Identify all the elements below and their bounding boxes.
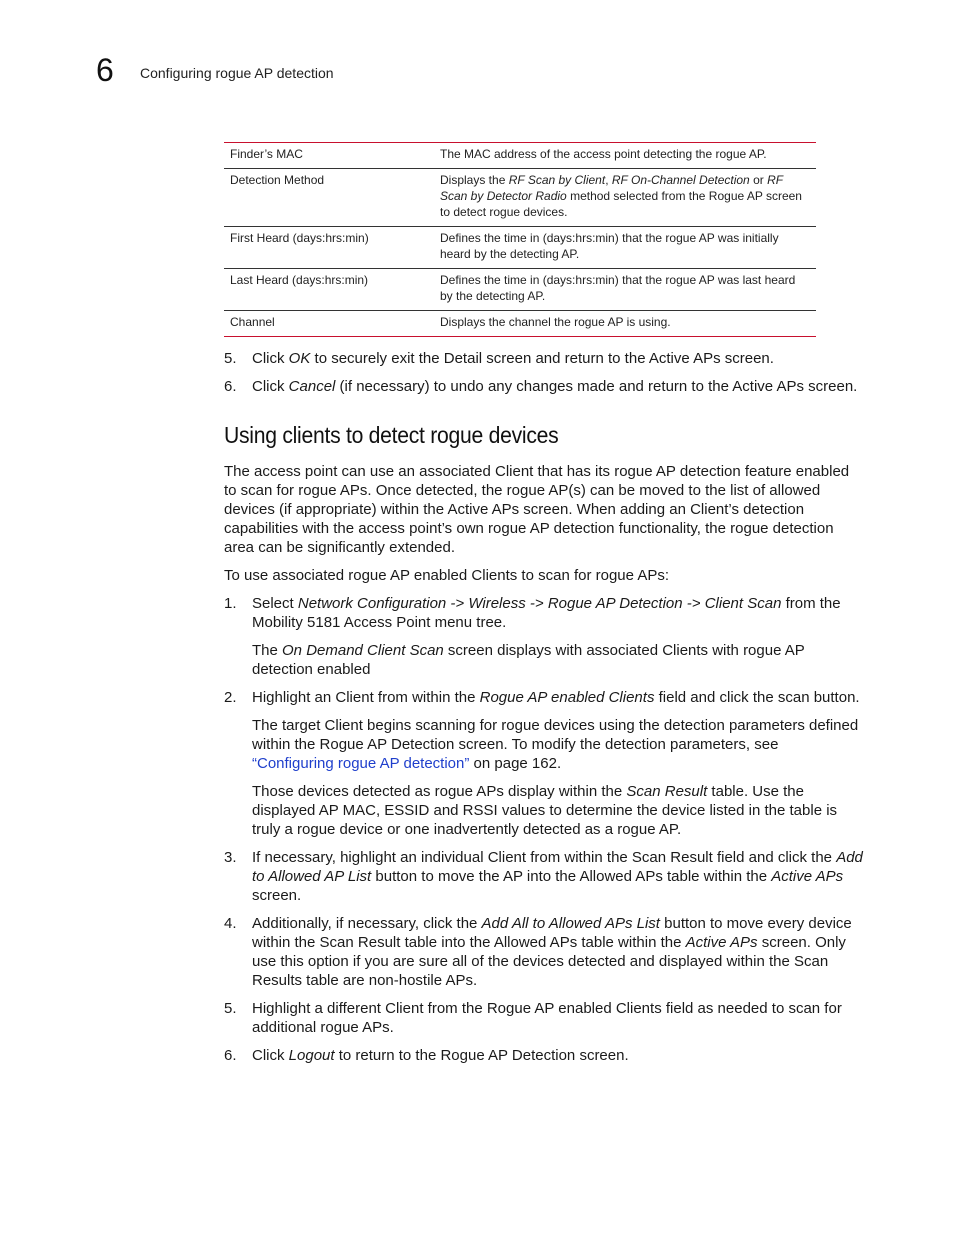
- step-number: 5.: [224, 1000, 237, 1017]
- chapter-title: Configuring rogue AP detection: [140, 65, 334, 81]
- table-description: Defines the time in (days:hrs:min) that the rogue AP was initially heard by the detecting AP.: [434, 227, 816, 269]
- list-item: 2. Highlight an Client from within the Rogue AP enabled Clients field and click the scan button.: [224, 689, 860, 706]
- step-number: 1.: [224, 595, 237, 612]
- list-item: 3. If necessary, highlight an individual Client from within the Scan Result field and click the Add to Allowed AP List button to move the AP into the Allowed APs table within the Active APs screen.: [224, 849, 863, 904]
- table-description: Displays the channel the rogue AP is using.: [434, 311, 816, 337]
- table-term: Channel: [224, 311, 434, 337]
- table-row: [224, 311, 816, 337]
- table-row: [224, 143, 816, 169]
- section-body: [224, 462, 864, 1074]
- step-number: 6.: [224, 378, 237, 395]
- intro-paragraph: The access point can use an associated Client that has its rogue AP detection feature enabled to scan for rogue APs. Once detected, the rogue AP(s) can be moved to the list of allowed devices (if appropriate) within the Active APs screen. When adding an Client’s detection capabilities with the access point’s own rogue AP detection functionality, the rogue detection area can be significantly extended.: [224, 463, 850, 556]
- list-item: 6. Click Logout to return to the Rogue AP Detection screen.: [224, 1047, 629, 1064]
- table-row: [224, 227, 816, 269]
- table-term: First Heard (days:hrs:min): [224, 227, 434, 269]
- step-note: Those devices detected as rogue APs display within the Scan Result table. Use the displayed AP MAC, ESSID and RSSI values to determine the device listed in the table is truly a rogue device or one inadvertently detected as a rogue AP.: [252, 783, 838, 838]
- step-note: The On Demand Client Scan screen displays with associated Clients with rogue AP detection enabled: [252, 642, 805, 678]
- list-item: 5. Highlight a different Client from the Rogue AP enabled Clients field as needed to scan for additional rogue APs.: [224, 1000, 842, 1036]
- table-term: Detection Method: [224, 169, 434, 227]
- step-number: 4.: [224, 915, 237, 932]
- lead-paragraph: To use associated rogue AP enabled Clients to scan for rogue APs:: [224, 567, 670, 584]
- definition-table: [224, 142, 816, 337]
- step-number: 2.: [224, 689, 237, 706]
- list-item: 1. Select Network Configuration -> Wireless -> Rogue AP Detection -> Client Scan from the Mobility 5181 Access Point menu tree.: [224, 595, 841, 631]
- table-row: [224, 169, 816, 227]
- list-item: 4. Additionally, if necessary, click the Add All to Allowed APs List button to move every device within the Scan Result table into the Allowed APs table within the Active APs screen. Only use this option if you are sure all of the devices detected and displayed within the Scan Results table are non-hostile APs.: [224, 915, 852, 989]
- table-description: The MAC address of the access point detecting the rogue AP.: [434, 143, 816, 169]
- table-term: Finder’s MAC: [224, 143, 434, 169]
- chapter-number: 6: [96, 52, 114, 88]
- table-term: Last Heard (days:hrs:min): [224, 269, 434, 311]
- section-heading: Using clients to detect rogue devices: [224, 422, 559, 448]
- table-description: Defines the time in (days:hrs:min) that the rogue AP was last heard by the detecting AP.: [434, 269, 816, 311]
- list-item: 6. Click Cancel (if necessary) to undo any changes made and return to the Active APs screen.: [224, 378, 858, 395]
- step-number: 6.: [224, 1047, 237, 1064]
- table-row: [224, 269, 816, 311]
- table-description: Displays the RF Scan by Client, RF On-Channel Detection or RF Scan by Detector Radio method selected from the Rogue AP screen to detect rogue devices.: [434, 169, 816, 227]
- step-number: 5.: [224, 350, 237, 367]
- cross-reference-link[interactable]: “Configuring rogue AP detection”: [252, 755, 470, 772]
- step-number: 3.: [224, 849, 237, 866]
- step-note: The target Client begins scanning for rogue devices using the detection parameters defined within the Rogue AP Detection screen. To modify the detection parameters, see “Configuring rogue AP detection” on page 162.: [252, 717, 859, 772]
- list-item: 5. Click OK to securely exit the Detail screen and return to the Active APs screen.: [224, 350, 774, 367]
- top-steps: [224, 349, 864, 405]
